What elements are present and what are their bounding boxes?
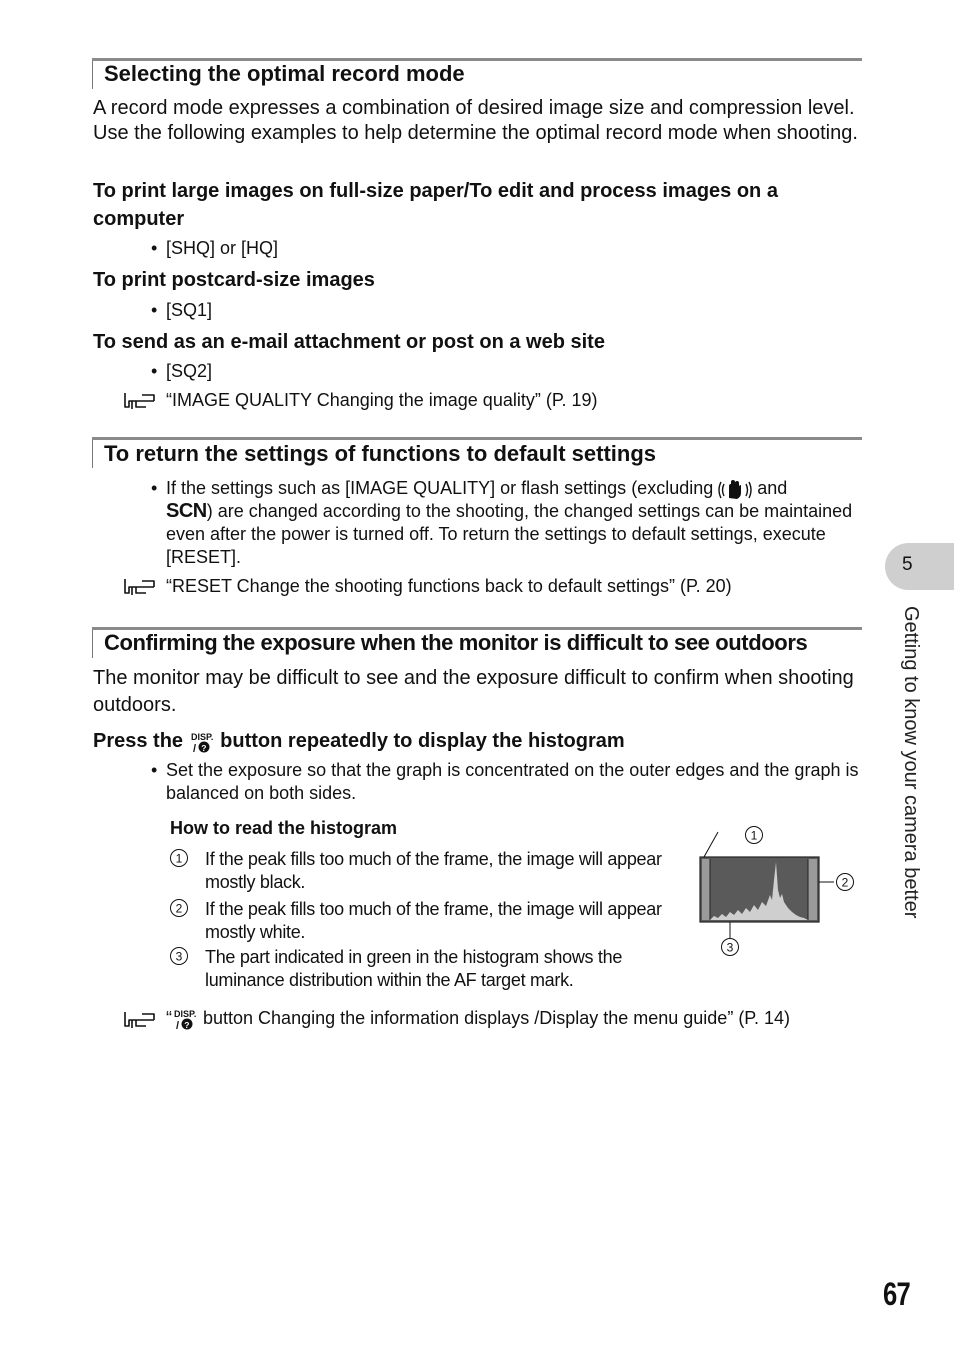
quote-mark: “ (166, 1008, 172, 1028)
reference-image-quality: “IMAGE QUALITY Changing the image quality” (P. 19) (166, 390, 598, 410)
case-heading: To print large images on full-size paper/To edit and process images on a computer (93, 180, 778, 230)
press-disp-heading (93, 727, 863, 755)
default-settings-bullet (166, 477, 861, 569)
section-title-exposure: Confirming the exposure when the monitor is difficult to see outdoors (104, 630, 808, 655)
svg-text:2: 2 (175, 901, 183, 916)
heading-text: button repeatedly to display the histogram (214, 730, 625, 752)
svg-text:/: / (192, 742, 196, 754)
case-heading: To send as an e-mail attachment or post on a web site (93, 331, 605, 353)
callout-number: 2 (841, 875, 849, 890)
bullet-text: If the settings such as [IMAGE QUALITY] or flash settings (excluding (166, 478, 719, 498)
bullet-text: and (752, 478, 788, 498)
svg-text:?: ? (200, 742, 207, 753)
exposure-intro: The monitor may be difficult to see and the exposure difficult to confirm when shooting outdoors. (93, 667, 854, 716)
histogram-graphic (690, 820, 860, 970)
histogram-tip: The part indicated in green in the histogram shows the luminance distribution within the AF target mark. (205, 947, 623, 990)
chapter-tab (885, 543, 954, 590)
section-title-record-mode: Selecting the optimal record mode (104, 61, 465, 86)
chapter-label: Getting to know your camera better (900, 606, 922, 919)
case-bullet: • [SQ1] (166, 299, 861, 322)
circled-number (169, 848, 189, 868)
svg-text:1: 1 (175, 851, 183, 866)
reference-text: button Changing the information displays /Display the menu guide” (P. 14) (198, 1008, 791, 1028)
svg-text:?: ? (184, 1020, 190, 1031)
reference-disp-button (166, 1007, 866, 1031)
svg-text:DISP.: DISP. (190, 731, 213, 742)
bullet-text: ) are changed according to the shooting, the changed settings can be maintained even after the power is turned off. To return the settings to default settings, execute [RESET]. (166, 501, 853, 568)
callout-number: 3 (726, 940, 734, 955)
case-bullet: • [SQ2] (166, 360, 861, 383)
page-number: 67 (883, 1276, 910, 1312)
section-title-default-settings: To return the settings of functions to default settings (104, 441, 657, 466)
callout-number: 1 (750, 828, 758, 843)
exposure-bullet: • Set the exposure so that the graph is concentrated on the outer edges and the graph is balanced on both sides. (166, 759, 861, 805)
disp-help-button-icon (189, 730, 215, 754)
anti-shake-hand-icon (718, 478, 752, 500)
histogram-tip: If the peak fills too much of the frame, the image will appear mostly white. (205, 899, 662, 942)
scn-mode-icon: SCN (166, 500, 207, 523)
chapter-number: 5 (902, 554, 913, 575)
case-heading: To print postcard-size images (93, 269, 375, 291)
svg-text:3: 3 (175, 949, 183, 964)
case-bullet: • [SHQ] or [HQ] (166, 237, 861, 260)
pointing-hand-icon (122, 1009, 158, 1029)
record-mode-intro: A record mode expresses a combination of desired image size and compression level. Use the following examples to help determine the optimal record mode when shooting. (93, 97, 858, 144)
disp-help-button-icon (172, 1007, 198, 1031)
howto-title: How to read the histogram (170, 818, 398, 838)
circled-number (169, 898, 189, 918)
circled-number (169, 946, 189, 966)
histogram-tip: If the peak fills too much of the frame, the image will appear mostly black. (205, 849, 662, 892)
svg-text:DISP.: DISP. (174, 1009, 197, 1020)
svg-text:/: / (176, 1020, 180, 1032)
reference-reset: “RESET Change the shooting functions back to default settings” (P. 20) (166, 576, 732, 596)
pointing-hand-icon (122, 576, 158, 596)
heading-text: Press the (93, 730, 189, 752)
pointing-hand-icon (122, 390, 158, 410)
